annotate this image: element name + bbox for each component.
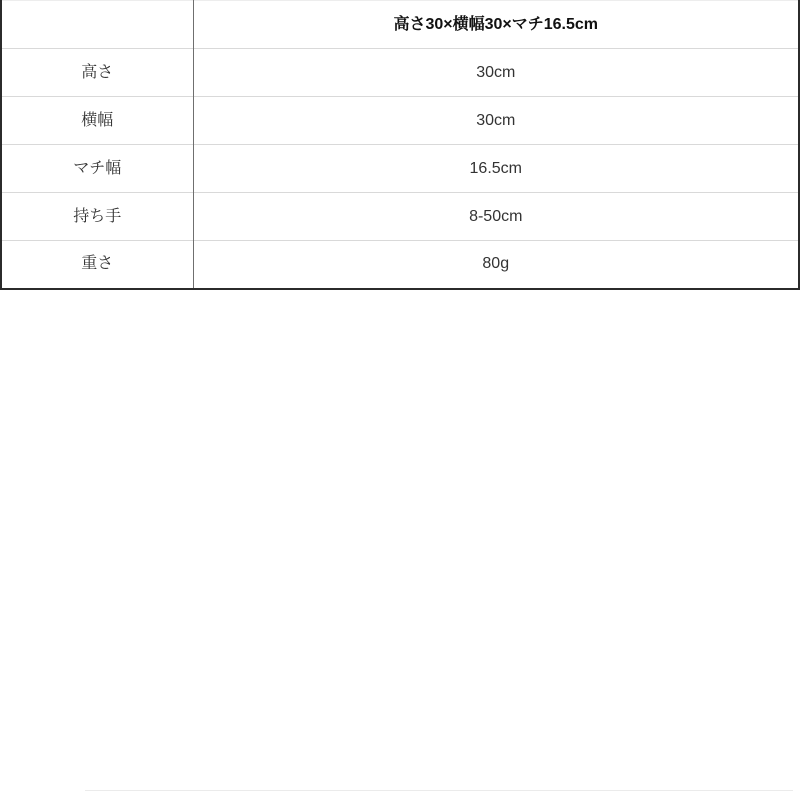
spec-row-value: 8-50cm [193,193,799,241]
spec-row-handle [1,193,799,241]
spec-row-value: 16.5cm [193,145,799,193]
spec-row-value: 30cm [193,97,799,145]
spec-row-value: 30cm [193,49,799,97]
spec-row-weight [1,241,799,289]
spec-row-label: 重さ [1,241,193,289]
spec-row-width [1,97,799,145]
spec-row-value: 80g [193,241,799,289]
spec-row-height [1,49,799,97]
size-spec-table [0,0,800,290]
spec-row-label: 持ち手 [1,193,193,241]
spec-row-label: 高さ [1,49,193,97]
spec-row-label: マチ幅 [1,145,193,193]
spec-header-title: 高さ30×横幅30×マチ16.5cm [193,1,799,49]
spec-row-gusset [1,145,799,193]
next-section-top-border [85,790,793,791]
spec-header-empty-cell [1,1,193,49]
spec-row-label: 横幅 [1,97,193,145]
spec-header-row [1,1,799,49]
